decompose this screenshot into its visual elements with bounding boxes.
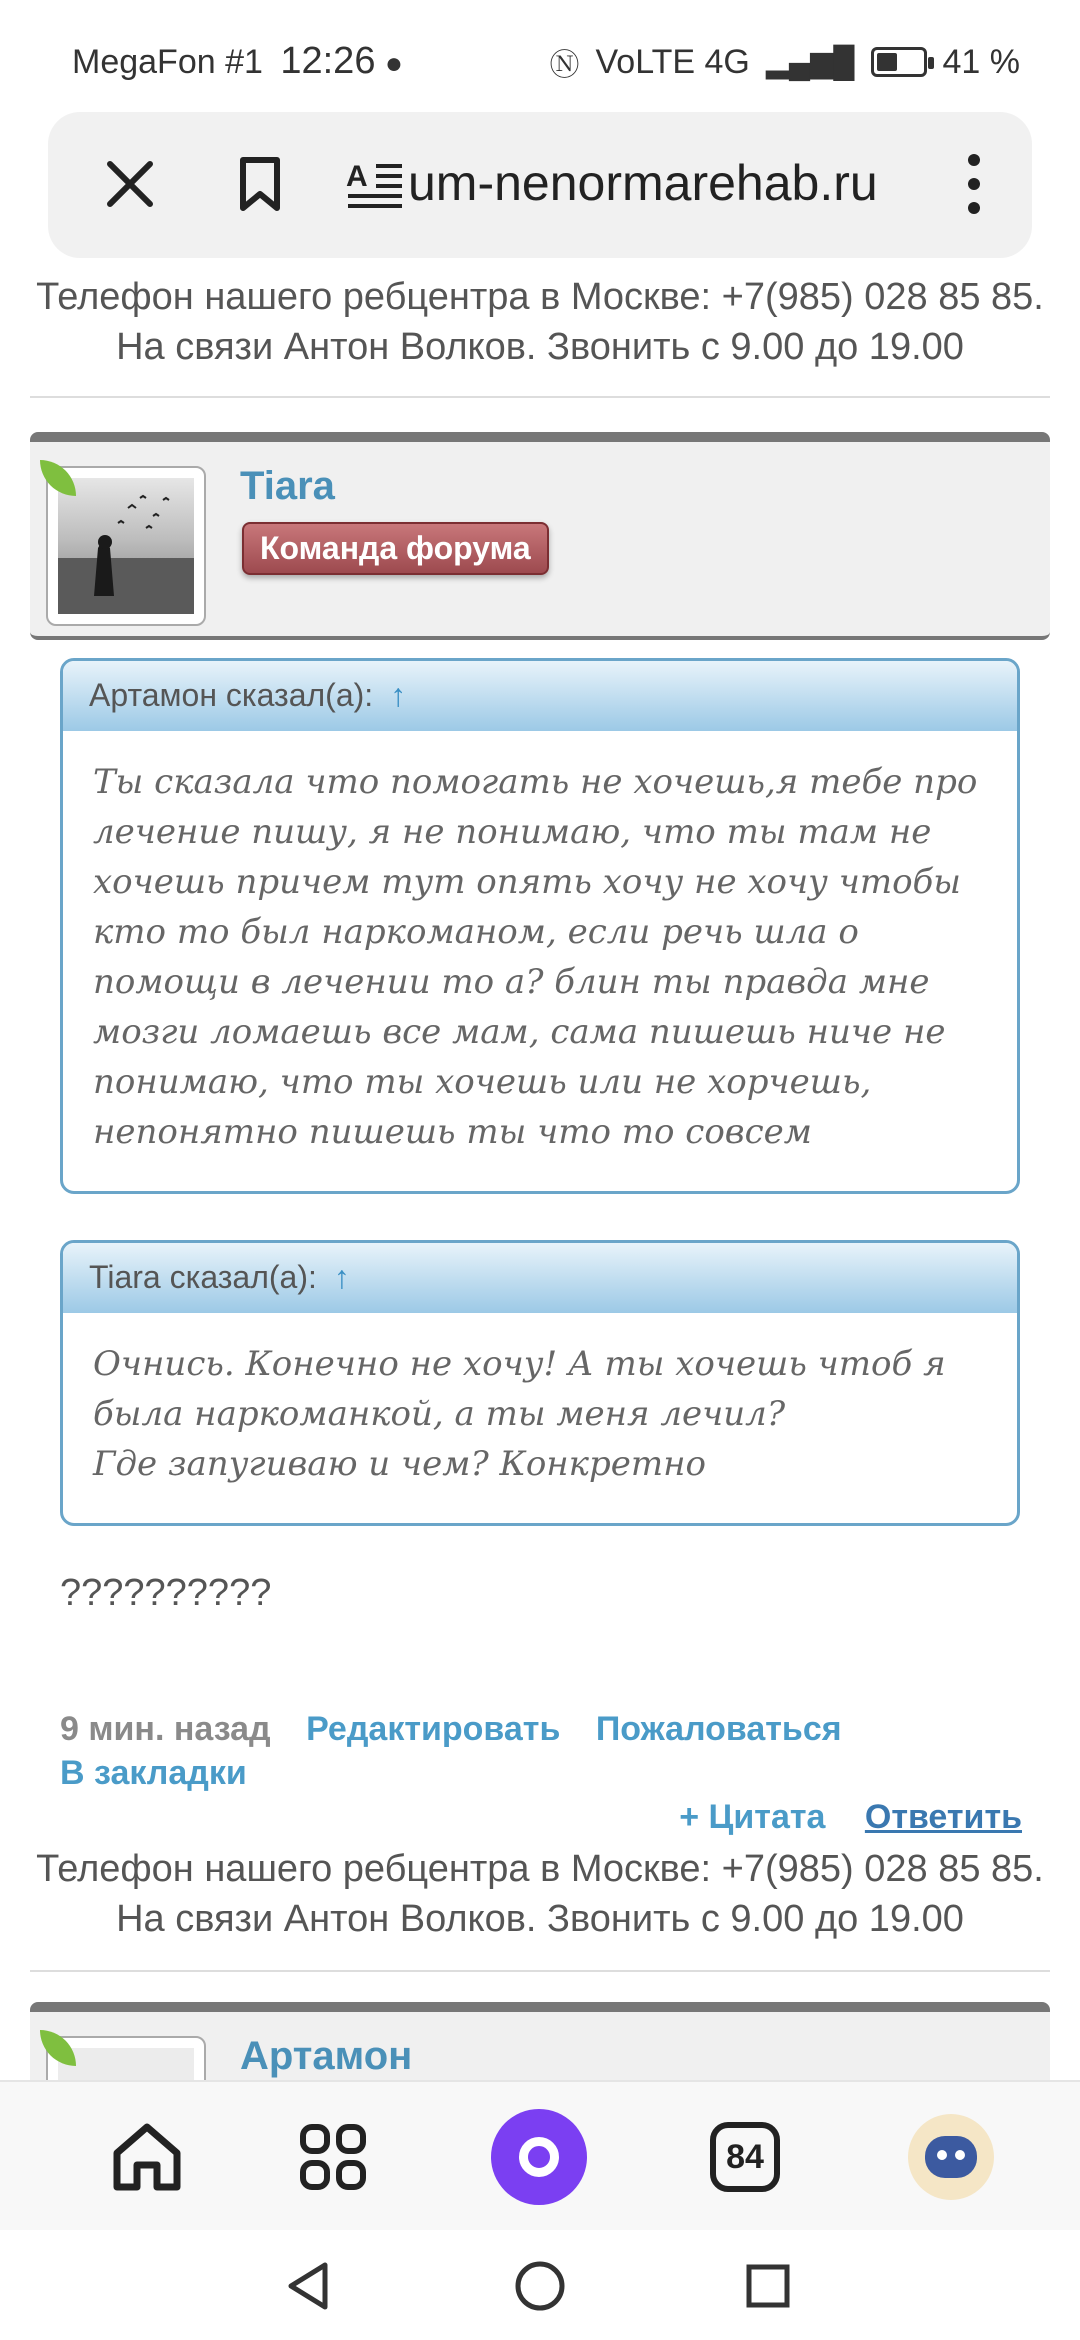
svg-text:A: A: [346, 160, 368, 193]
chat-notification-icon: ●: [384, 47, 404, 80]
jump-up-icon[interactable]: ↑: [390, 677, 407, 713]
role-badge: Команда форума: [242, 522, 549, 575]
home-icon[interactable]: [92, 2102, 202, 2212]
post-author[interactable]: Tiara: [240, 464, 335, 508]
post-meta-second: [60, 1754, 273, 1793]
page-content: [0, 270, 1080, 2080]
status-time: 12:26: [280, 40, 376, 82]
signal-icon: ▂▄▆█: [765, 45, 855, 79]
quote-text: [63, 1313, 1017, 1523]
apps-grid-icon[interactable]: [278, 2102, 388, 2212]
more-vertical-icon[interactable]: [938, 148, 1010, 220]
recents-icon[interactable]: [738, 2256, 798, 2316]
post-user-bar: [30, 432, 1050, 640]
bottom-navigation: [0, 2080, 1080, 2230]
quote-text: Ты сказала что помогать не хочешь,я тебе про лечение пишу, я не понимаю, что ты там не хочешь причем тут опять хочу не хочу чтобы кто то был наркоманом, если речь шла о помощи в лечении то а? блин ты правда мне мозги ломаешь все мам, сама пишешь ниче не понимаю, что ты хочешь или не хорчешь, непонятно пишешь ты что то совсем: [93, 762, 978, 1152]
post-meta: [60, 1710, 868, 1749]
post-user-bar: [30, 2002, 1050, 2080]
battery-percent: 41 %: [942, 42, 1020, 81]
status-bar: [0, 0, 1080, 110]
system-navigation: [0, 2230, 1080, 2340]
quote-line: Где запугиваю и чем? Конкретно: [93, 1444, 706, 1484]
post-actions: [679, 1798, 1022, 1837]
network-indicator: VoLTE 4G: [595, 42, 750, 81]
nfc-icon: Ⓝ: [549, 49, 580, 82]
status-left: [72, 40, 403, 83]
carrier-name: MegaFon #1: [72, 43, 263, 81]
tabs-count: 84: [710, 2122, 780, 2192]
back-icon[interactable]: [278, 2256, 338, 2316]
tabs-icon[interactable]: [690, 2102, 800, 2212]
close-icon[interactable]: [94, 148, 166, 220]
divider: [30, 396, 1050, 398]
signature-top: Телефон нашего ребцентра в Москве: +7(985) 028 85 85. На связи Антон Волков. Звонить с 9.00 до 19.00: [36, 276, 1044, 368]
quote-block: [60, 658, 1020, 1194]
bookmark-link[interactable]: В закладки: [60, 1754, 247, 1792]
reader-mode-icon[interactable]: [338, 148, 410, 220]
report-link[interactable]: Пожаловаться: [595, 1710, 842, 1748]
quote-author: Артамон сказал(а):: [89, 677, 374, 713]
post-message: ??????????: [60, 1572, 272, 1614]
browser-toolbar: [48, 112, 1032, 258]
edit-link[interactable]: Редактировать: [306, 1710, 561, 1748]
post-author[interactable]: Артамон: [240, 2034, 413, 2078]
bookmark-icon[interactable]: [224, 148, 296, 220]
post-time[interactable]: 9 мин. назад: [60, 1710, 271, 1748]
avatar-image: [58, 478, 194, 614]
jump-up-icon[interactable]: ↑: [333, 1259, 350, 1295]
alice-assistant-icon[interactable]: [484, 2102, 594, 2212]
home-circle-icon[interactable]: [510, 2256, 570, 2316]
divider: [30, 1970, 1050, 1972]
profile-avatar-icon[interactable]: [896, 2102, 1006, 2212]
url-text[interactable]: um-nenormarehab.ru: [408, 155, 878, 211]
quote-block: [60, 1240, 1020, 1526]
status-right: [549, 40, 1020, 84]
quote-line: Очнись. Конечно не хочу! А ты хочешь чтоб я была наркоманкой, а ты меня лечил?: [93, 1344, 946, 1434]
reply-button[interactable]: Ответить: [864, 1798, 1022, 1836]
quote-header: [63, 1243, 1017, 1313]
post-signature: Телефон нашего ребцентра в Москве: +7(985) 028 85 85. На связи Антон Волков. Звонить с 9.00 до 19.00: [36, 1848, 1044, 1940]
quote-header: [63, 661, 1017, 731]
quote-button[interactable]: + Цитата: [679, 1798, 826, 1836]
quote-author: Tiara сказал(а):: [89, 1259, 317, 1295]
battery-icon: [871, 47, 927, 77]
